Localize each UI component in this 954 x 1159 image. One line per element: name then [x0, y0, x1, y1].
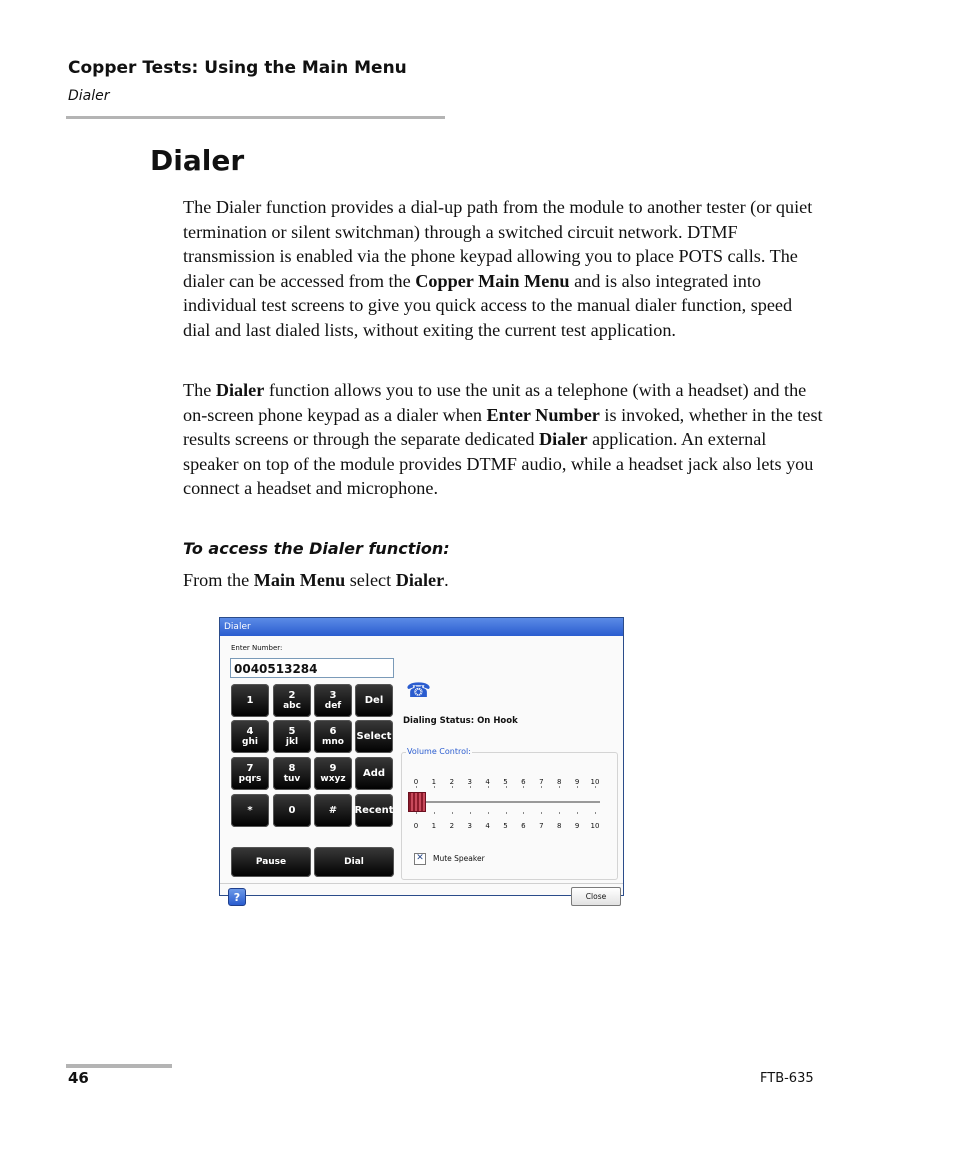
mute-speaker-label: Mute Speaker — [433, 854, 485, 863]
footer-divider — [220, 883, 623, 884]
scale-tick-mark — [595, 786, 596, 788]
scale-tick-mark — [506, 786, 507, 788]
scale-tick-label: 5 — [503, 778, 508, 786]
scale-tick-mark — [452, 786, 453, 788]
key-add[interactable]: Add — [355, 757, 393, 790]
scale-tick-label: 5 — [503, 822, 508, 830]
key-star[interactable]: * — [231, 794, 269, 827]
mute-speaker-checkbox[interactable]: ✕ — [414, 853, 426, 865]
scale-tick-label: 7 — [539, 778, 544, 786]
key-recent[interactable]: Recent — [355, 794, 393, 827]
scale-tick-label: 0 — [413, 822, 419, 830]
scale-tick-mark — [488, 786, 489, 788]
running-header-title: Copper Tests: Using the Main Menu — [68, 58, 407, 78]
scale-tick-mark — [577, 786, 578, 788]
scale-tick-mark — [470, 812, 471, 814]
window-title-bar: Dialer — [220, 618, 623, 636]
scale-tick-mark — [559, 812, 560, 814]
enter-number-label: Enter Number: — [231, 644, 283, 652]
scale-tick-mark — [416, 786, 417, 788]
usage-paragraph: The Dialer function allows you to use the unit as a telephone (with a headset) and the on-screen phone keypad as a dialer when Enter Number is invoked, whether in the test results screens or through the separate dedicated Dialer application. An external speaker on top of the module provides DTMF audio, while a headset jack also lets you connect a headset and microphone. — [183, 380, 823, 498]
scale-tick-label: 4 — [485, 778, 490, 786]
scale-tick-label: 0 — [413, 778, 419, 786]
scale-tick-label: 3 — [467, 778, 472, 786]
page-number: 46 — [68, 1069, 89, 1087]
scale-tick-mark — [416, 812, 417, 814]
scale-tick-label: 9 — [574, 822, 580, 830]
scale-tick-label: 10 — [590, 822, 600, 830]
scale-tick-mark — [523, 786, 524, 788]
dial-button[interactable]: Dial — [314, 847, 394, 877]
key-8[interactable]: 8 tuv — [273, 757, 311, 790]
scale-tick-label: 3 — [467, 822, 472, 830]
product-model: FTB-635 — [760, 1071, 814, 1086]
scale-tick-label: 10 — [590, 778, 600, 786]
footer-rule — [66, 1064, 172, 1068]
scale-tick-mark — [523, 812, 524, 814]
key-5[interactable]: 5 jkl — [273, 720, 311, 753]
scale-tick-label: 2 — [449, 822, 455, 830]
key-0[interactable]: 0 — [273, 794, 311, 827]
key-3[interactable]: 3 def — [314, 684, 352, 717]
scale-tick-label: 8 — [556, 778, 562, 786]
key-2[interactable]: 2 abc — [273, 684, 311, 717]
scale-tick-mark — [595, 812, 596, 814]
scale-tick-label: 8 — [556, 822, 562, 830]
scale-tick-label: 4 — [485, 822, 490, 830]
scale-tick-label: 9 — [574, 778, 580, 786]
intro-paragraph: The Dialer function provides a dial-up path from the module to another tester (or quiet termination or silent switchman) through a switched circuit network. DTMF transmission is enabled via the phone keypad allowing you to place POTS calls. The dialer can be accessed from the Copper Main Menu and is also integrated into individual test screens to give you quick access to the manual dialer function, speed dial and last dialed lists, without exiting the current test application. — [183, 197, 813, 340]
help-icon[interactable]: ? — [228, 888, 246, 906]
scale-tick-label: 2 — [449, 778, 455, 786]
page-heading: Dialer — [150, 144, 245, 177]
volume-track — [408, 801, 600, 803]
scale-tick-mark — [452, 812, 453, 814]
scale-tick-mark — [470, 786, 471, 788]
key-select[interactable]: Select — [355, 720, 393, 753]
scale-tick-label: 6 — [521, 778, 526, 786]
key-4[interactable]: 4 ghi — [231, 720, 269, 753]
volume-control-label: Volume Control: — [407, 747, 471, 756]
phone-icon: ☎ — [406, 678, 431, 702]
scale-tick-mark — [559, 786, 560, 788]
key-hash[interactable]: # — [314, 794, 352, 827]
window-body — [220, 636, 623, 904]
key-9[interactable]: 9 wxyz — [314, 757, 352, 790]
scale-tick-label: 1 — [431, 822, 437, 830]
running-header-subtitle: Dialer — [68, 88, 110, 104]
scale-tick-mark — [434, 786, 435, 788]
key-7[interactable]: 7 pqrs — [231, 757, 269, 790]
scale-tick-mark — [434, 812, 435, 814]
scale-tick-mark — [541, 812, 542, 814]
key-1[interactable]: 1 — [231, 684, 269, 717]
pause-button[interactable]: Pause — [231, 847, 311, 877]
key-del[interactable]: Del — [355, 684, 393, 717]
scale-tick-mark — [488, 812, 489, 814]
dialing-status: Dialing Status: On Hook — [403, 716, 518, 726]
scale-tick-label: 6 — [521, 822, 526, 830]
scale-tick-mark — [577, 812, 578, 814]
volume-slider-thumb[interactable] — [408, 792, 426, 812]
scale-tick-label: 7 — [539, 822, 544, 830]
procedure-title: To access the Dialer function: — [183, 539, 450, 558]
header-rule — [66, 116, 445, 119]
key-6[interactable]: 6 mno — [314, 720, 352, 753]
procedure-step: From the Main Menu select Dialer. — [183, 570, 449, 590]
scale-tick-mark — [506, 812, 507, 814]
number-input[interactable]: 0040513284 — [230, 658, 394, 678]
dialer-window — [219, 617, 624, 904]
scale-tick-mark — [541, 786, 542, 788]
scale-tick-label: 1 — [431, 778, 437, 786]
close-button[interactable]: Close — [571, 887, 621, 906]
